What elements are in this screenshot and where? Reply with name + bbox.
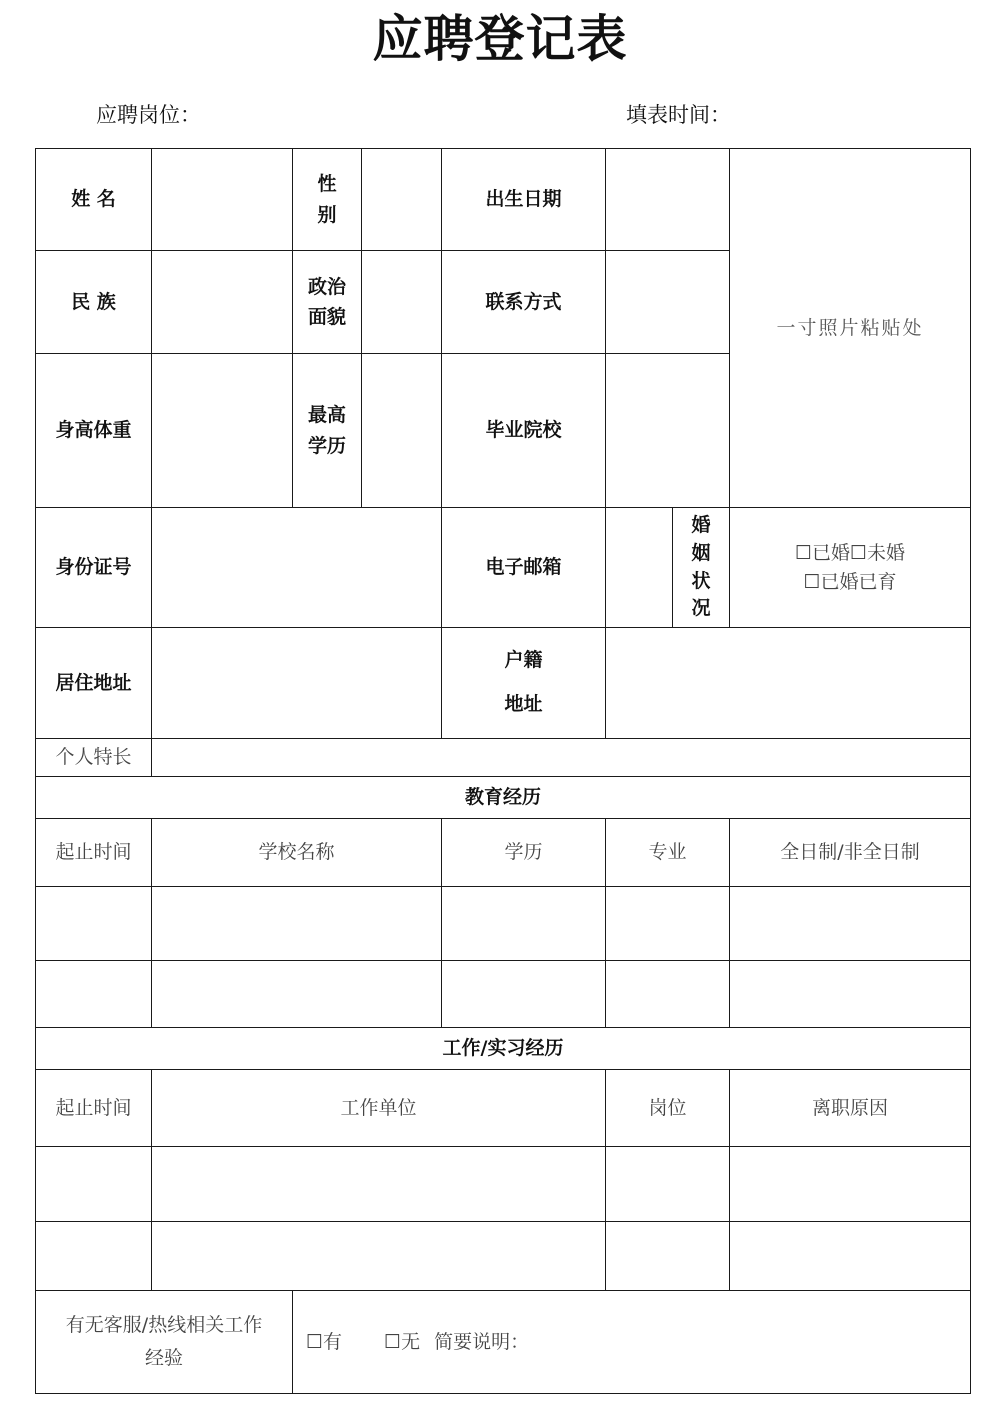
work-header-position: 岗位 [648,1096,687,1119]
form-title: 应聘登记表 [372,10,628,68]
work-header-period: 起止时间 [55,1096,132,1119]
label-highest-education [293,354,361,507]
service-options [306,1291,970,1393]
label-political-line2: 面貌 [307,306,346,328]
label-political-line1: 政治 [307,275,346,298]
edu-header-school-name: 学校名称 [258,841,335,864]
label-service-line2: 经验 [144,1347,183,1369]
label-name: 姓 名 [71,188,116,211]
label-graduated-school: 毕业院校 [485,419,562,442]
label-education-line1: 最高 [307,404,346,427]
label-personal-specialty: 个人特长 [55,746,132,769]
service-option-no[interactable]: ☐无 [384,1330,421,1353]
work-section-title: 工作/实习经历 [442,1037,564,1060]
label-marital-line1: 婚 [691,514,711,537]
work-header-leave-reason: 离职原因 [811,1096,888,1119]
marital-options[interactable] [730,508,970,627]
service-option-yes[interactable]: ☐有 [306,1330,343,1353]
photo-placeholder: 一寸照片粘贴处 [776,316,924,339]
label-marital-line3: 状 [691,569,711,592]
date-label: 填表时间： [626,103,731,127]
work-header-employer: 工作单位 [340,1096,417,1119]
label-marital-status [673,508,729,627]
service-brief-note-label: 简要说明： [434,1330,530,1353]
edu-header-major: 专业 [648,841,687,864]
edu-header-degree: 学历 [504,841,543,864]
label-ethnic: 民 族 [71,290,116,313]
label-email: 电子邮箱 [485,556,562,579]
label-gender-line1: 性 [317,173,337,196]
label-contact: 联系方式 [485,290,562,313]
label-political-status [293,251,361,353]
label-residential-address: 居住地址 [55,671,132,694]
marital-option-married-unmarried[interactable]: ☐已婚☐未婚 [794,542,906,564]
education-section-title: 教育经历 [464,786,541,809]
label-gender-line2: 别 [317,203,337,226]
label-hukou-line2: 地址 [504,693,543,715]
label-service-experience [36,1291,292,1393]
marital-option-married-with-children[interactable]: ☐已婚已育 [803,570,897,593]
label-hukou-address [442,628,605,738]
label-birth-date: 出生日期 [485,188,562,211]
label-hukou-line1: 户籍 [504,649,543,672]
edu-header-period: 起止时间 [55,841,132,864]
label-marital-line4: 况 [691,597,711,620]
label-gender [293,149,361,250]
label-marital-line2: 姻 [691,541,711,564]
position-label: 应聘岗位： [96,103,201,127]
label-education-line2: 学历 [307,434,346,457]
label-service-line1: 有无客服/热线相关工作 [65,1313,263,1336]
label-height-weight: 身高体重 [55,419,132,442]
label-id-number: 身份证号 [55,556,132,579]
edu-header-fulltime: 全日制/非全日制 [780,841,920,864]
